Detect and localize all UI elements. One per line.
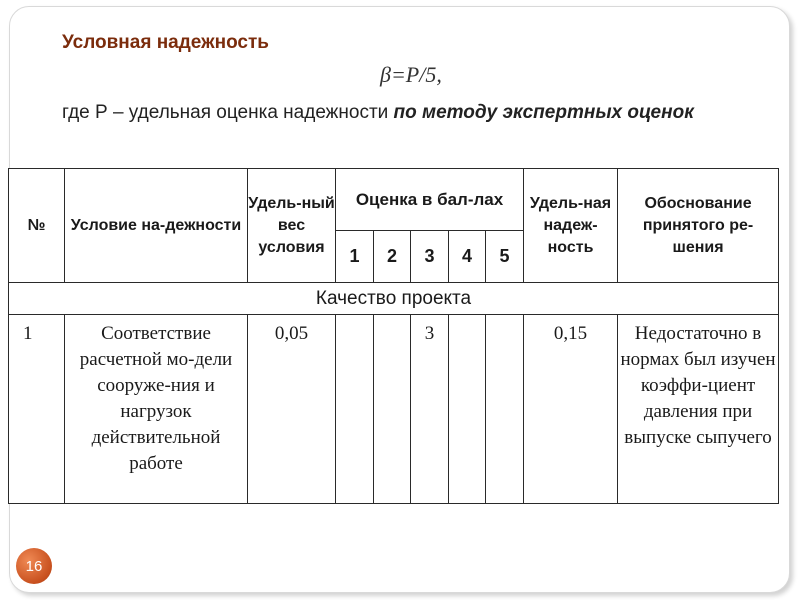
- row-weight: 0,05: [248, 315, 336, 504]
- header-condition: Условие на-дежности: [65, 169, 248, 283]
- reliability-table: [8, 168, 779, 504]
- score-col-2: 2: [374, 231, 411, 283]
- row-score-4: [449, 315, 486, 504]
- row-specific: 0,15: [524, 315, 618, 504]
- score-col-3: 3: [411, 231, 449, 283]
- row-score-5: [486, 315, 524, 504]
- header-score: Оценка в бал-лах: [336, 169, 524, 231]
- score-col-4: 4: [449, 231, 486, 283]
- page-number-badge: 16: [16, 548, 52, 584]
- header-justification: Обоснование принятого ре-шения: [618, 169, 779, 283]
- header-num: №: [9, 169, 65, 283]
- header-specific: Удель-ная надеж-ность: [524, 169, 618, 283]
- row-score-1: [336, 315, 374, 504]
- formula: β=P/5,: [380, 62, 442, 87]
- table-row: [9, 315, 779, 504]
- row-score-3: 3: [411, 315, 449, 504]
- reliability-table-image: [8, 168, 778, 504]
- header-weight: Удель-ный вес условия: [248, 169, 336, 283]
- score-col-5: 5: [486, 231, 524, 283]
- description: [62, 98, 772, 128]
- row-num: 1: [9, 315, 65, 504]
- row-justification: Недостаточно в нормах был изучен коэффи-циент давления при выпуске сыпучего: [618, 315, 779, 504]
- description-emphasis: по методу экспертных оценок: [393, 102, 694, 123]
- description-text: где Р – удельная оценка надежности: [62, 102, 389, 123]
- score-col-1: 1: [336, 231, 374, 283]
- row-score-2: [374, 315, 411, 504]
- slide-title: Условная надежность: [62, 32, 269, 53]
- section-title: Качество проекта: [9, 283, 779, 315]
- row-condition: Соответствие расчетной мо-дели сооруже-ния и нагрузок действительной работе: [65, 315, 248, 504]
